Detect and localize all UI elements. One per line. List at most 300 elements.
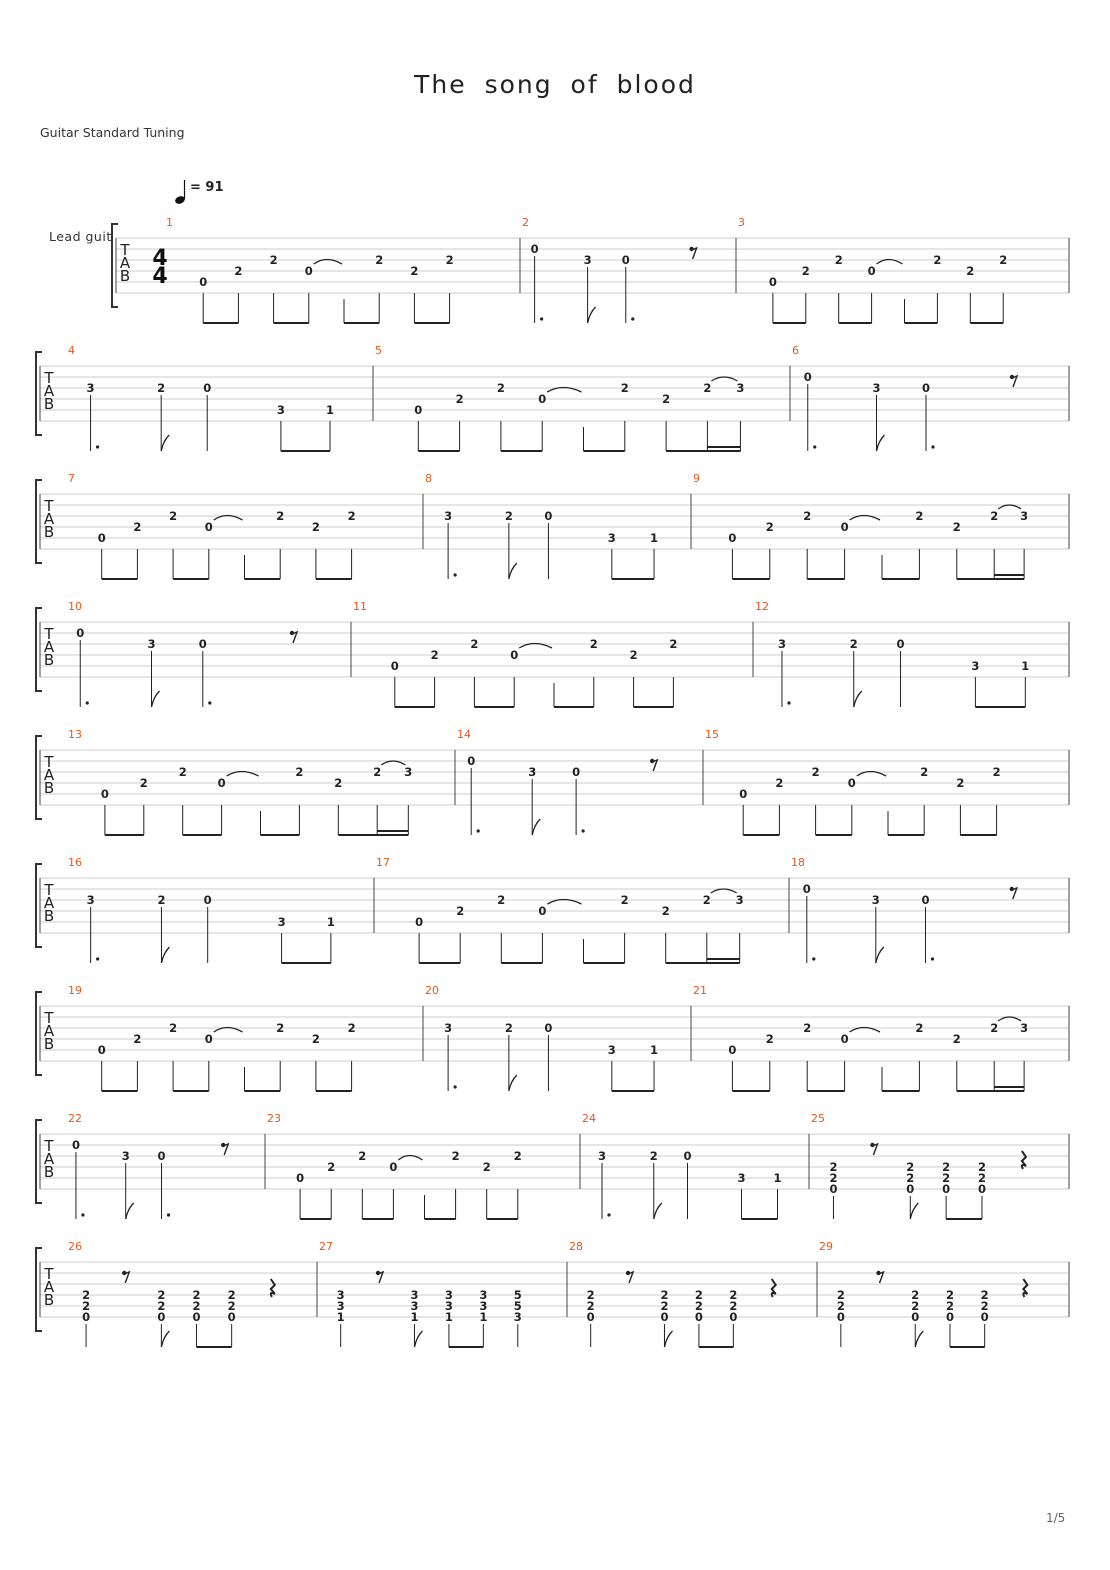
fret-number: 3 — [444, 1288, 453, 1302]
tab-system — [36, 728, 1069, 835]
fret-number: 3 — [736, 381, 745, 395]
fret-number: 2 — [496, 381, 505, 395]
fret-number: 0 — [82, 1310, 91, 1324]
fret-number: 3 — [479, 1299, 488, 1313]
fret-number: 3 — [735, 893, 744, 907]
fret-number: 0 — [530, 242, 539, 256]
fret-number: 3 — [607, 531, 616, 545]
eighth-rest-icon — [876, 1271, 883, 1283]
dot — [931, 957, 934, 960]
fret-number: 2 — [942, 1171, 951, 1185]
fret-number: 0 — [203, 893, 212, 907]
fret-number: 2 — [945, 1288, 954, 1302]
measure — [68, 600, 297, 707]
tab-system — [112, 216, 1069, 323]
tie-arc — [711, 889, 737, 893]
dot — [454, 573, 457, 576]
measure — [425, 472, 658, 579]
dot — [81, 1213, 84, 1216]
measure-number: 7 — [68, 472, 75, 485]
fret-number: 0 — [980, 1310, 989, 1324]
tie-arc — [711, 377, 737, 381]
fret-number: 2 — [169, 1021, 178, 1035]
fret-number: 2 — [470, 637, 479, 651]
fret-number: 0 — [544, 509, 553, 523]
measure-number: 3 — [738, 216, 745, 229]
dot — [813, 445, 816, 448]
eighth-flag — [915, 1331, 923, 1347]
dot — [477, 829, 480, 832]
fret-number: 0 — [977, 1182, 986, 1196]
fret-number: 2 — [504, 509, 513, 523]
tab-clef-letter: B — [43, 651, 55, 669]
quarter-rest-icon — [1022, 1151, 1026, 1169]
fret-number: 2 — [990, 1021, 999, 1035]
eighth-flag — [877, 435, 885, 451]
fret-number: 2 — [966, 264, 975, 278]
fret-number: 2 — [234, 264, 243, 278]
fret-number: 2 — [451, 1149, 460, 1163]
fret-number: 0 — [911, 1310, 920, 1324]
measure — [693, 472, 1028, 579]
tab-clef-letter: B — [43, 779, 55, 797]
eighth-rest-icon — [626, 1271, 633, 1283]
measure — [376, 856, 744, 963]
dot — [607, 1213, 610, 1216]
eighth-flag — [509, 1075, 517, 1091]
fret-number: 2 — [334, 776, 343, 790]
fret-number: 1 — [479, 1310, 488, 1324]
measure — [68, 984, 356, 1091]
dot — [96, 445, 99, 448]
fret-number: 3 — [336, 1299, 345, 1313]
tab-clef-letter: B — [43, 1163, 55, 1181]
fret-number: 0 — [71, 1138, 80, 1152]
fret-number: 2 — [649, 1149, 658, 1163]
measure — [693, 984, 1028, 1091]
fret-number: 2 — [311, 1032, 320, 1046]
fret-number: 2 — [178, 765, 187, 779]
measure — [375, 344, 744, 451]
measure-number: 28 — [569, 1240, 583, 1253]
fret-number: 2 — [227, 1288, 236, 1302]
tab-clef-letter: A — [43, 766, 55, 784]
fret-number: 2 — [358, 1149, 367, 1163]
fret-number: 0 — [867, 264, 876, 278]
fret-number: 0 — [157, 1149, 166, 1163]
quarter-rest-icon — [1023, 1279, 1027, 1297]
fret-number: 2 — [834, 253, 843, 267]
eighth-rest-icon — [1010, 375, 1017, 387]
measure — [811, 1112, 1026, 1219]
fret-number: 1 — [326, 915, 335, 929]
measure-number: 19 — [68, 984, 82, 997]
eighth-flag — [161, 1331, 169, 1347]
fret-number: 1 — [650, 1043, 659, 1057]
measure-number: 15 — [705, 728, 719, 741]
fret-number: 0 — [296, 1171, 305, 1185]
tab-clef-letter: A — [43, 1150, 55, 1168]
eighth-rest-icon — [376, 1271, 383, 1283]
tab-clef-letter: A — [43, 894, 55, 912]
fret-number: 0 — [204, 520, 213, 534]
measure — [68, 344, 334, 451]
fret-number: 0 — [76, 626, 85, 640]
fret-number: 3 — [444, 1299, 453, 1313]
tab-clef-letter: T — [44, 1009, 54, 1027]
tab-system — [36, 1240, 1069, 1347]
dot — [454, 1085, 457, 1088]
fret-number: 3 — [1020, 509, 1029, 523]
tab-clef-letter: B — [43, 1035, 55, 1053]
system-bracket — [36, 992, 42, 1075]
fret-number: 2 — [157, 1288, 166, 1302]
fret-number: 0 — [304, 264, 313, 278]
quarter-rest-icon — [772, 1279, 776, 1297]
tab-system — [36, 856, 1069, 963]
measure-number: 23 — [267, 1112, 281, 1125]
fret-number: 0 — [921, 381, 931, 395]
fret-number: 0 — [203, 381, 212, 395]
tab-system — [36, 472, 1069, 579]
fret-number: 2 — [375, 253, 384, 267]
fret-number: 5 — [513, 1288, 522, 1302]
fret-number: 2 — [775, 776, 784, 790]
fret-number: 0 — [683, 1149, 692, 1163]
system-bracket — [36, 480, 42, 563]
fret-number: 2 — [82, 1288, 91, 1302]
fret-number: 2 — [669, 637, 678, 651]
fret-number: 2 — [139, 776, 148, 790]
fret-number: 2 — [952, 1032, 961, 1046]
fret-number: 2 — [829, 1171, 838, 1185]
fret-number: 2 — [911, 1288, 920, 1302]
fret-number: 0 — [896, 637, 905, 651]
tab-clef-letter: T — [44, 497, 54, 515]
fret-number: 3 — [336, 1288, 345, 1302]
fret-number: 2 — [660, 1288, 669, 1302]
eighth-rest-icon — [1010, 887, 1017, 899]
fret-number: 0 — [199, 275, 208, 289]
dot — [631, 317, 634, 320]
measure-number: 10 — [68, 600, 82, 613]
measure-number: 21 — [693, 984, 707, 997]
measure — [569, 1240, 776, 1347]
tab-clef-letter: A — [43, 1022, 55, 1040]
time-signature-top: 4 — [152, 246, 168, 271]
measure-number: 16 — [68, 856, 82, 869]
measure-number: 8 — [425, 472, 432, 485]
measure-number: 20 — [425, 984, 439, 997]
measure — [705, 728, 1001, 835]
system-bracket — [36, 1120, 42, 1203]
fret-number: 2 — [977, 1160, 986, 1174]
tab-clef-letter: B — [43, 1291, 55, 1309]
fret-number: 2 — [269, 253, 278, 267]
fret-number: 3 — [410, 1288, 419, 1302]
fret-number: 2 — [157, 1299, 166, 1313]
fret-number: 2 — [455, 392, 464, 406]
system-bracket — [112, 224, 118, 307]
fret-number: 0 — [100, 787, 109, 801]
eighth-rest-icon — [221, 1143, 228, 1155]
fret-number: 2 — [456, 904, 465, 918]
fret-number: 1 — [1021, 659, 1030, 673]
fret-number: 2 — [694, 1299, 703, 1313]
fret-number: 2 — [347, 509, 356, 523]
fret-number: 2 — [276, 509, 285, 523]
fret-number: 2 — [410, 264, 419, 278]
system-bracket — [36, 608, 42, 691]
fret-number: 0 — [694, 1310, 703, 1324]
measure-number: 25 — [811, 1112, 825, 1125]
fret-number: 2 — [629, 648, 638, 662]
fret-number: 2 — [133, 520, 142, 534]
fret-number: 2 — [157, 381, 166, 395]
fret-number: 2 — [836, 1288, 845, 1302]
measure — [68, 472, 356, 579]
fret-number: 1 — [650, 531, 659, 545]
tab-clef-letter: T — [44, 625, 54, 643]
fret-number: 0 — [572, 765, 581, 779]
dot — [787, 701, 790, 704]
fret-number: 0 — [97, 531, 106, 545]
measure-number: 24 — [582, 1112, 596, 1125]
tab-clef-letter: A — [43, 1278, 55, 1296]
fret-number: 0 — [544, 1021, 553, 1035]
measure-number: 9 — [693, 472, 700, 485]
fret-number: 2 — [952, 520, 961, 534]
fret-number: 3 — [872, 381, 881, 395]
fret-number: 2 — [373, 765, 382, 779]
eighth-flag — [161, 947, 169, 963]
eighth-flag — [910, 1203, 918, 1219]
fret-number: 0 — [510, 648, 519, 662]
measure-number: 17 — [376, 856, 390, 869]
fret-number: 2 — [295, 765, 304, 779]
fret-number: 0 — [921, 893, 930, 907]
fret-number: 0 — [847, 776, 856, 790]
fret-number: 3 — [607, 1043, 616, 1057]
eighth-flag — [532, 819, 540, 835]
fret-number: 2 — [920, 765, 929, 779]
eighth-flag — [854, 691, 862, 707]
fret-number: 2 — [133, 1032, 142, 1046]
fret-number: 2 — [192, 1299, 201, 1313]
fret-number: 0 — [945, 1310, 954, 1324]
tab-clef-letter: A — [43, 382, 55, 400]
fret-number: 0 — [192, 1310, 201, 1324]
fret-number: 2 — [849, 637, 858, 651]
fret-number: 3 — [583, 253, 592, 267]
tab-clef-letter: B — [43, 907, 55, 925]
tab-clef-letter: B — [119, 267, 131, 285]
eighth-flag — [588, 307, 596, 323]
fret-number: 2 — [169, 509, 178, 523]
fret-number: 2 — [906, 1171, 915, 1185]
fret-number: 0 — [538, 904, 547, 918]
tab-clef-letter: B — [43, 523, 55, 541]
tab-system — [36, 1112, 1069, 1219]
eighth-rest-icon — [689, 247, 696, 259]
measure — [68, 1240, 275, 1347]
fret-number: 2 — [803, 509, 812, 523]
tab-system — [36, 344, 1069, 451]
measure-number: 27 — [319, 1240, 333, 1253]
fret-number: 2 — [980, 1299, 989, 1313]
fret-number: 0 — [390, 659, 399, 673]
tab-clef-letter: A — [43, 638, 55, 656]
fret-number: 3 — [737, 1171, 746, 1185]
measure-number: 22 — [68, 1112, 82, 1125]
fret-number: 2 — [586, 1288, 595, 1302]
tab-clef-letter: T — [44, 1137, 54, 1155]
fret-number: 2 — [347, 1021, 356, 1035]
tab-clef-letter: T — [44, 369, 54, 387]
fret-number: 0 — [660, 1310, 669, 1324]
fret-number: 2 — [980, 1288, 989, 1302]
measure — [68, 728, 412, 835]
fret-number: 2 — [662, 392, 671, 406]
fret-number: 3 — [444, 509, 453, 523]
measure — [791, 856, 1017, 963]
fret-number: 2 — [82, 1299, 91, 1313]
system-bracket — [36, 736, 42, 819]
fret-number: 2 — [703, 381, 712, 395]
tuning-label: Guitar Standard Tuning — [40, 125, 185, 140]
fret-number: 2 — [956, 776, 965, 790]
fret-number: 2 — [836, 1299, 845, 1313]
song-title: The song of blood — [414, 70, 696, 99]
tab-system — [36, 984, 1069, 1091]
measure-number: 11 — [353, 600, 367, 613]
fret-number: 2 — [945, 1299, 954, 1313]
eighth-rest-icon — [650, 759, 657, 771]
tie-arc — [998, 505, 1021, 509]
fret-number: 3 — [404, 765, 413, 779]
measure — [457, 728, 657, 835]
measure — [68, 1112, 228, 1219]
measure — [792, 344, 1017, 451]
dot — [167, 1213, 170, 1216]
measure — [819, 1240, 1027, 1347]
eighth-flag — [654, 1203, 662, 1219]
instrument-name: Lead guit — [49, 229, 112, 244]
measure-number: 29 — [819, 1240, 833, 1253]
fret-number: 0 — [729, 1310, 738, 1324]
system-bracket — [36, 1248, 42, 1331]
fret-number: 3 — [871, 893, 880, 907]
fret-number: 0 — [728, 531, 737, 545]
fret-number: 2 — [765, 1032, 774, 1046]
quarter-rest-icon — [271, 1279, 275, 1297]
fret-number: 3 — [528, 765, 537, 779]
fret-number: 3 — [277, 915, 286, 929]
fret-number: 2 — [829, 1160, 838, 1174]
fret-number: 0 — [739, 787, 748, 801]
fret-number: 2 — [430, 648, 439, 662]
tab-clef-letter: T — [44, 881, 54, 899]
fret-number: 1 — [773, 1171, 782, 1185]
fret-number: 2 — [620, 893, 629, 907]
measure — [353, 600, 677, 707]
measure — [582, 1112, 782, 1219]
eighth-flag — [664, 1331, 672, 1347]
fret-number: 2 — [192, 1288, 201, 1302]
fret-number: 0 — [217, 776, 226, 790]
fret-number: 2 — [942, 1160, 951, 1174]
fret-number: 2 — [589, 637, 598, 651]
fret-number: 2 — [513, 1149, 522, 1163]
fret-number: 3 — [147, 637, 156, 651]
fret-number: 2 — [497, 893, 506, 907]
fret-number: 0 — [227, 1310, 236, 1324]
eighth-rest-icon — [290, 631, 297, 643]
fret-number: 1 — [444, 1310, 453, 1324]
measure — [166, 216, 454, 323]
fret-number: 0 — [538, 392, 547, 406]
fret-number: 0 — [157, 1310, 166, 1324]
fret-number: 2 — [911, 1299, 920, 1313]
fret-number: 0 — [836, 1310, 845, 1324]
fret-number: 2 — [990, 509, 999, 523]
fret-number: 1 — [336, 1310, 345, 1324]
fret-number: 3 — [410, 1299, 419, 1313]
measure-number: 26 — [68, 1240, 82, 1253]
fret-number: 2 — [977, 1171, 986, 1185]
eighth-flag — [414, 1331, 422, 1347]
fret-number: 3 — [444, 1021, 453, 1035]
fret-number: 2 — [906, 1160, 915, 1174]
fret-number: 0 — [414, 403, 423, 417]
fret-number: 0 — [768, 275, 777, 289]
fret-number: 2 — [999, 253, 1008, 267]
eighth-flag — [876, 947, 884, 963]
fret-number: 3 — [777, 637, 786, 651]
measure-number: 18 — [791, 856, 805, 869]
measure-number: 13 — [68, 728, 82, 741]
fret-number: 2 — [327, 1160, 336, 1174]
tab-clef-letter: A — [119, 254, 131, 272]
fret-number: 2 — [992, 765, 1001, 779]
tab-clef-letter: B — [43, 395, 55, 413]
tab-system — [36, 600, 1069, 707]
eighth-rest-icon — [870, 1143, 877, 1155]
fret-number: 2 — [586, 1299, 595, 1313]
fret-number: 2 — [801, 264, 810, 278]
fret-number: 0 — [802, 882, 811, 896]
fret-number: 5 — [513, 1299, 522, 1313]
tie-arc — [998, 1017, 1021, 1021]
dot — [582, 829, 585, 832]
fret-number: 3 — [971, 659, 980, 673]
fret-number: 2 — [803, 1021, 812, 1035]
fret-number: 0 — [204, 1032, 213, 1046]
fret-number: 2 — [276, 1021, 285, 1035]
fret-number: 3 — [1020, 1021, 1029, 1035]
dot — [540, 317, 543, 320]
measure-number: 14 — [457, 728, 471, 741]
fret-number: 2 — [729, 1288, 738, 1302]
fret-number: 0 — [97, 1043, 106, 1057]
eighth-rest-icon — [122, 1271, 129, 1283]
tie-arc — [381, 761, 405, 765]
fret-number: 0 — [906, 1182, 915, 1196]
fret-number: 2 — [311, 520, 320, 534]
fret-number: 3 — [86, 381, 95, 395]
fret-number: 2 — [482, 1160, 491, 1174]
fret-number: 2 — [765, 520, 774, 534]
